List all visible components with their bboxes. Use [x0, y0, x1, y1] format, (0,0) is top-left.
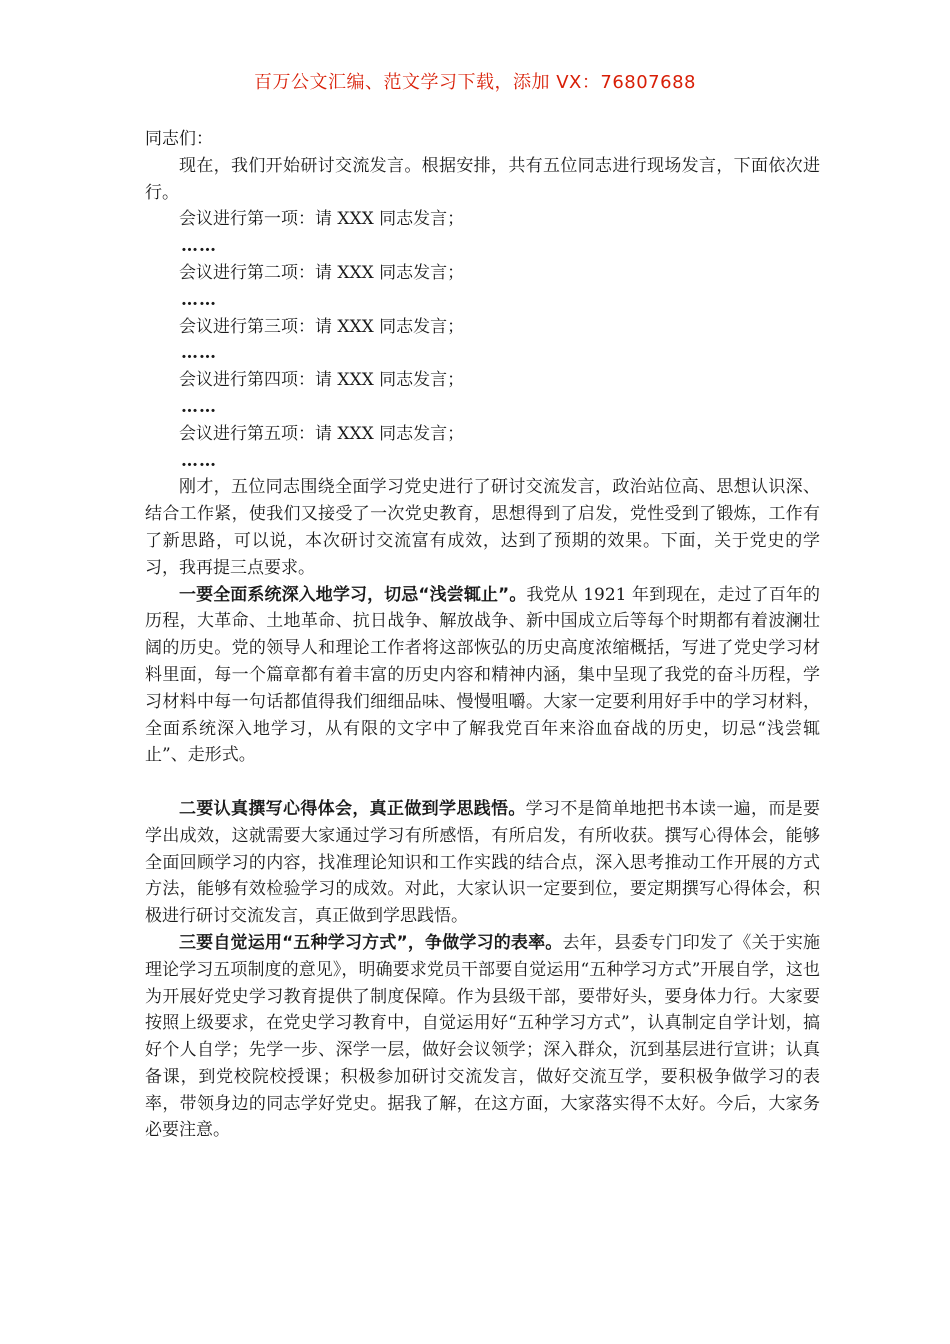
- requirement-3: [145, 930, 820, 1144]
- agenda-ellipsis-2: ……: [181, 289, 217, 310]
- requirement-2-body: 学习不是简单地把书本读一遍，而是要学出成效，这就需要大家通过学习有所感悟，有所启发，有所收获。撰写心得体会，能够全面回顾学习的内容，找准理论知识和工作实践的结合点，深入思考推动工作开展的方式方法，能够有效检验学习的成效。对此，大家认识一定要到位，要定期撰写心得体会，积极进行研讨交流发言，真正做到学思践悟。: [145, 798, 821, 927]
- requirement-1-body: 我党从 1921 年到现在，走过了百年的历程，大革命、土地革命、抗日战争、解放战争、新中国成立后等每个时期都有着波澜壮阔的历史。党的领导人和理论工作者将这部恢弘的历史高度浓缩概括，写进了党史学习材料里面，每一个篇章都有着丰富的历史内容和精神内涵，集中呈现了我党的奋斗历程，学习材料中每一句话都值得我们细细品味、慢慢咀嚼。大家一定要利用好手中的学习材料，全面系统深入地学习，从有限的文字中了解我党百年来浴血奋战的历史，切忌“浅尝辄止”、走形式。: [145, 584, 820, 766]
- agenda-item-2: 会议进行第二项：请 XXX 同志发言；: [179, 262, 465, 283]
- intro-paragraph: 现在，我们开始研讨交流发言。根据安排，共有五位同志进行现场发言，下面依次进行。: [145, 155, 820, 203]
- requirement-3-heading: 三要自觉运用“五种学习方式”，争做学习的表率。: [179, 932, 563, 953]
- agenda-ellipsis-1: ……: [181, 236, 217, 257]
- agenda-item-4: 会议进行第四项：请 XXX 同志发言；: [179, 370, 465, 391]
- requirement-1: [145, 582, 820, 770]
- requirement-2-heading: 二要认真撰写心得体会，真正做到学思践悟。: [179, 798, 526, 819]
- agenda-item-1: 会议进行第一项：请 XXX 同志发言；: [179, 209, 465, 230]
- summary-paragraph: 刚才，五位同志围绕全面学习党史进行了研讨交流发言，政治站位高、思想认识深、结合工作紧，使我们又接受了一次党史教育，思想得到了启发，党性受到了锻炼，工作有了新思路，可以说，本次研讨交流富有成效，达到了预期的效果。下面，关于党史的学习，我再提三点要求。: [145, 477, 820, 578]
- header-banner: 百万公文汇编、范文学习下载，添加 VX：76807688: [254, 72, 696, 93]
- agenda-ellipsis-5: ……: [181, 450, 217, 471]
- paragraph-gap: [145, 769, 820, 796]
- document-body: [145, 126, 820, 1144]
- agenda-item-3: 会议进行第三项：请 XXX 同志发言；: [179, 316, 465, 337]
- requirement-3-body: 去年，县委专门印发了《关于实施理论学习五项制度的意见》，明确要求党员干部要自觉运用“五种学习方式”开展自学，这也为开展好党史学习教育提供了制度保障。作为县级干部，要带好头，要身体力行。大家要按照上级要求，在党史学习教育中，自觉运用好“五种学习方式”，认真制定自学计划，搞好个人自学；先学一步、深学一层，做好会议领学；深入群众，沉到基层进行宣讲；认真备课，到党校院校授课；积极参加研讨交流发言，做好交流互学，要积极争做学习的表率，带领身边的同志学好党史。据我了解，在这方面，大家落实得不太好。今后，大家务必要注意。: [145, 932, 820, 1141]
- requirement-2: [145, 796, 820, 930]
- salutation: 同志们：: [145, 129, 213, 149]
- requirement-1-heading: 一要全面系统深入地学习，切忌“浅尝辄止”。: [179, 584, 527, 605]
- agenda-ellipsis-3: ……: [181, 343, 217, 364]
- agenda-ellipsis-4: ……: [181, 396, 217, 417]
- agenda-item-5: 会议进行第五项：请 XXX 同志发言；: [179, 423, 465, 444]
